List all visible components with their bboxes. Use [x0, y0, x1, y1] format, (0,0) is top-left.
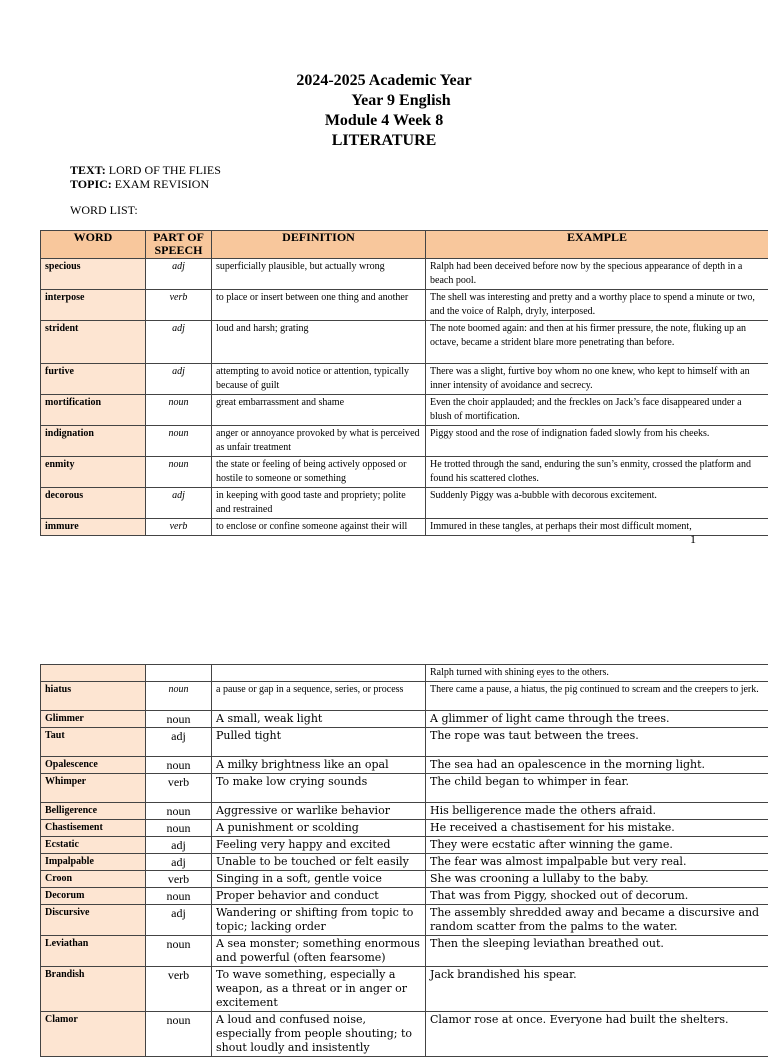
table-row [41, 395, 768, 426]
part-of-speech-cell: noun [146, 682, 212, 711]
word-cell: Glimmer [41, 711, 146, 728]
definition-cell: A sea monster; something enormous and powerful (often fearsome) [212, 936, 426, 967]
example-cell: The fear was almost impalpable but very real. [426, 854, 768, 871]
part-of-speech-cell: noun [146, 820, 212, 837]
word-column-header: WORD [41, 231, 146, 259]
definition-cell: Aggressive or warlike behavior [212, 803, 426, 820]
definition-cell: Singing in a soft, gentle voice [212, 871, 426, 888]
table-row [41, 364, 768, 395]
part-of-speech-cell: adj [146, 488, 212, 519]
part-of-speech-cell: adj [146, 854, 212, 871]
word-cell: Impalpable [41, 854, 146, 871]
word-cell: interpose [41, 290, 146, 321]
table-row [41, 426, 768, 457]
word-cell: Whimper [41, 774, 146, 803]
word-cell: specious [41, 259, 146, 290]
word-cell: enmity [41, 457, 146, 488]
word-list-table-continued [40, 664, 768, 1057]
example-cell: Ralph had been deceived before now by the specious appearance of depth in a beach pool. [426, 259, 768, 290]
word-cell: Taut [41, 728, 146, 757]
table-row [41, 888, 768, 905]
definition-cell: attempting to avoid notice or attention, typically because of guilt [212, 364, 426, 395]
part-of-speech-cell: noun [146, 1012, 212, 1057]
word-cell: decorous [41, 488, 146, 519]
table-row [41, 290, 768, 321]
table-row [41, 871, 768, 888]
part-of-speech-cell: noun [146, 757, 212, 774]
definition-cell: to enclose or confine someone against their will [212, 519, 426, 536]
example-cell: His belligerence made the others afraid. [426, 803, 768, 820]
table-row [41, 820, 768, 837]
table-row [41, 488, 768, 519]
table-row [41, 682, 768, 711]
subject-heading: LITERATURE [0, 131, 768, 151]
word-cell: Brandish [41, 967, 146, 1012]
part-of-speech-cell: noun [146, 395, 212, 426]
part-of-speech-cell: verb [146, 967, 212, 1012]
table-row [41, 711, 768, 728]
part-of-speech-cell: adj [146, 837, 212, 854]
year-group-heading: Year 9 English [0, 91, 768, 111]
example-cell: A glimmer of light came through the trees. [426, 711, 768, 728]
part-of-speech-cell: adj [146, 905, 212, 936]
table-row [41, 665, 768, 682]
definition-cell: Feeling very happy and excited [212, 837, 426, 854]
example-cell: The child began to whimper in fear. [426, 774, 768, 803]
part-of-speech-cell: verb [146, 871, 212, 888]
part-of-speech-cell: verb [146, 774, 212, 803]
table-row [41, 1012, 768, 1057]
example-cell: Then the sleeping leviathan breathed out. [426, 936, 768, 967]
example-cell: Jack brandished his spear. [426, 967, 768, 1012]
definition-column-header: DEFINITION [212, 231, 426, 259]
definition-cell: the state or feeling of being actively opposed or hostile to someone or something [212, 457, 426, 488]
word-list-label: WORD LIST: [70, 203, 138, 217]
definition-cell: anger or annoyance provoked by what is perceived as unfair treatment [212, 426, 426, 457]
example-cell: He trotted through the sand, enduring the sun’s enmity, crossed the platform and found his scattered clothes. [426, 457, 768, 488]
word-cell: indignation [41, 426, 146, 457]
part-of-speech-cell: verb [146, 519, 212, 536]
table-row [41, 967, 768, 1012]
table-row [41, 837, 768, 854]
part-of-speech-cell [146, 665, 212, 682]
example-cell: That was from Piggy, shocked out of decorum. [426, 888, 768, 905]
part-of-speech-cell: adj [146, 259, 212, 290]
definition-cell: Unable to be touched or felt easily [212, 854, 426, 871]
page-two [0, 560, 768, 1024]
definition-cell: to place or insert between one thing and another [212, 290, 426, 321]
part-of-speech-cell: noun [146, 888, 212, 905]
word-cell [41, 665, 146, 682]
part-of-speech-cell: noun [146, 457, 212, 488]
word-cell: furtive [41, 364, 146, 395]
word-cell: Belligerence [41, 803, 146, 820]
word-cell: hiatus [41, 682, 146, 711]
example-cell: He received a chastisement for his mistake. [426, 820, 768, 837]
part-of-speech-cell: verb [146, 290, 212, 321]
word-cell: Clamor [41, 1012, 146, 1057]
table-row [41, 519, 768, 536]
part-of-speech-cell: adj [146, 728, 212, 757]
definition-cell: Proper behavior and conduct [212, 888, 426, 905]
table-row [41, 803, 768, 820]
module-week-heading: Module 4 Week 8 [0, 111, 768, 131]
example-column-header: EXAMPLE [426, 231, 768, 259]
example-cell: There came a pause, a hiatus, the pig continued to scream and the creepers to jerk. [426, 682, 768, 711]
table-row [41, 774, 768, 803]
word-cell: Opalescence [41, 757, 146, 774]
part-of-speech-cell: noun [146, 426, 212, 457]
word-cell: Leviathan [41, 936, 146, 967]
example-cell: Even the choir applauded; and the freckles on Jack’s face disappeared under a blush of mortification. [426, 395, 768, 426]
example-cell: The assembly shredded away and became a discursive and random scatter from the palms to the water. [426, 905, 768, 936]
definition-cell: Wandering or shifting from topic to topic; lacking order [212, 905, 426, 936]
topic-label: TOPIC: [70, 177, 112, 191]
definition-cell: To wave something, especially a weapon, as a threat or in anger or excitement [212, 967, 426, 1012]
topic-line [70, 177, 209, 191]
definition-cell: To make low crying sounds [212, 774, 426, 803]
example-cell: She was crooning a lullaby to the baby. [426, 871, 768, 888]
definition-cell: A loud and confused noise, especially from people shouting; to shout loudly and insistently [212, 1012, 426, 1057]
example-cell: Ralph turned with shining eyes to the others. [426, 665, 768, 682]
word-list-table [40, 230, 768, 536]
topic-value: EXAM REVISION [115, 177, 209, 191]
example-cell: The shell was interesting and pretty and a worthy place to spend a minute or two, and the voice of Ralph, dryly, interposed. [426, 290, 768, 321]
example-cell: Clamor rose at once. Everyone had built the shelters. [426, 1012, 768, 1057]
part-of-speech-cell: noun [146, 803, 212, 820]
example-cell: The sea had an opalescence in the morning light. [426, 757, 768, 774]
example-cell: The note boomed again: and then at his firmer pressure, the note, fluking up an octave, became a strident blare more penetrating than before. [426, 321, 768, 364]
table-row [41, 259, 768, 290]
definition-cell: A small, weak light [212, 711, 426, 728]
table-header-row [41, 231, 768, 259]
example-cell: Suddenly Piggy was a-bubble with decorous excitement. [426, 488, 768, 519]
part-of-speech-cell: noun [146, 936, 212, 967]
example-cell: Piggy stood and the rose of indignation faded slowly from his cheeks. [426, 426, 768, 457]
definition-cell: loud and harsh; grating [212, 321, 426, 364]
part-of-speech-cell: noun [146, 711, 212, 728]
text-label: TEXT: [70, 163, 106, 177]
table-row [41, 321, 768, 364]
academic-year-heading: 2024-2025 Academic Year [0, 71, 768, 91]
part-of-speech-cell: adj [146, 364, 212, 395]
text-line [70, 163, 221, 177]
definition-cell: superficially plausible, but actually wrong [212, 259, 426, 290]
example-cell: Immured in these tangles, at perhaps their most difficult moment, [426, 519, 768, 536]
table-row [41, 757, 768, 774]
part-of-speech-column-header: PART OF SPEECH [146, 231, 212, 259]
word-cell: immure [41, 519, 146, 536]
word-cell: Discursive [41, 905, 146, 936]
word-cell: Decorum [41, 888, 146, 905]
table-row [41, 905, 768, 936]
table-row [41, 457, 768, 488]
table-row [41, 854, 768, 871]
word-cell: Croon [41, 871, 146, 888]
word-cell: Chastisement [41, 820, 146, 837]
example-cell: The rope was taut between the trees. [426, 728, 768, 757]
word-cell: Ecstatic [41, 837, 146, 854]
definition-cell: A punishment or scolding [212, 820, 426, 837]
table-row [41, 728, 768, 757]
definition-cell: great embarrassment and shame [212, 395, 426, 426]
word-cell: mortification [41, 395, 146, 426]
text-value: LORD OF THE FLIES [109, 163, 221, 177]
definition-cell: in keeping with good taste and propriety; polite and restrained [212, 488, 426, 519]
part-of-speech-cell: adj [146, 321, 212, 364]
definition-cell [212, 665, 426, 682]
definition-cell: Pulled tight [212, 728, 426, 757]
word-cell: strident [41, 321, 146, 364]
page-number: 1 [690, 532, 696, 547]
example-cell: They were ecstatic after winning the game. [426, 837, 768, 854]
definition-cell: A milky brightness like an opal [212, 757, 426, 774]
definition-cell: a pause or gap in a sequence, series, or process [212, 682, 426, 711]
example-cell: There was a slight, furtive boy whom no one knew, who kept to himself with an inner intensity of avoidance and secrecy. [426, 364, 768, 395]
table-row [41, 936, 768, 967]
